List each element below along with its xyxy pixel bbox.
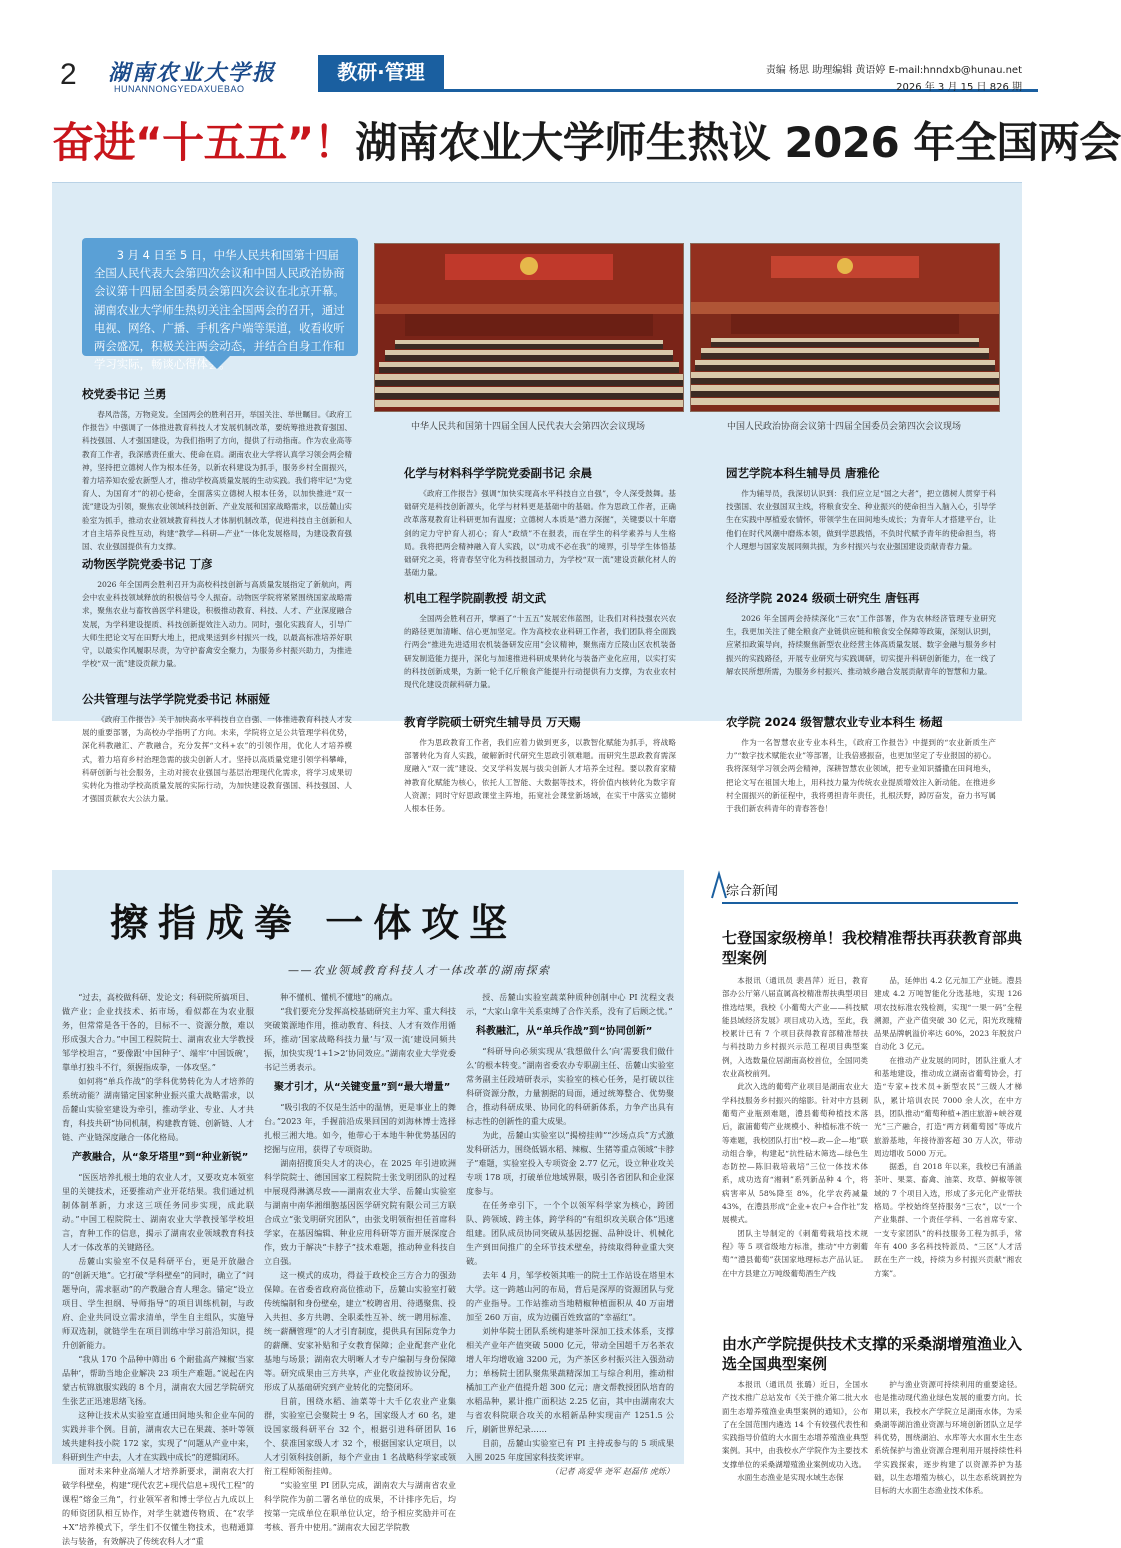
feature-paragraph: “实验室里 PI 团队完成，湖南农大与湖南省农业科学院作为前二署名单位的成果，不计排序先后，均按第一完成单位在职单位认定，给予相应奖励并可在考核、晋升中使用。”湖南农大园艺学院教 <box>264 1480 456 1532</box>
opinion-heading: 机电工程学院副教授 胡文武 <box>404 591 547 605</box>
news-paragraph: 本报讯（通讯员 裴昌萍）近日，教育部办公厅第八届直属高校精准帮扶典型项目推选结果，我校《小葡萄大产业——科技赋能县域经济发展》项目成功入选，至此，我校累计已有 7 个项目获得教育部精准帮扶与科技助力乡村振兴示范工程项目典型案例，入选数量位居湖南高校首位，全国同类农业高校前列。 <box>722 976 868 1079</box>
feature-subheading: 科教融汇，从“单兵作战”到“协同创新” <box>476 1026 653 1037</box>
opinion-heading: 教育学院硕士研究生辅导员 万天赐 <box>404 715 581 729</box>
page-headline <box>52 112 1121 174</box>
photo-npc-session <box>374 243 684 412</box>
news-paragraph: 团队主导制定的《刺葡萄栽培技术规程》等 5 项省级地方标准，推动“中方刺葡萄”“澧县葡萄”获国家地理标志产品认证。在中方县建立万吨级葡萄酒生产线 <box>722 1228 868 1278</box>
news-headline-1: 七登国家级榜单！我校精准帮扶再获教育部典型案例 <box>722 929 1023 967</box>
opinion-body: 《政府工作报告》强调“加快实现高水平科技自立自强”，令人深受鼓舞。基础研究是科技创新源头，化学与材料更是基础中的基础。作为思政工作者，正确改革落观教育让科研更加有温度；立德树人本质是“潜力深掘”，关键要以十年磨剑的定力守护育人初心；育人“政绩”不在报表，而在学生的科学素养与人生格局。我将把两会精神融入育人实践，以“功成不必在我”的境界，引导学生体悟基础研究之美，将青春坚守化为科技报国动力，为学校“双一流”建设贡献化材人的基础力量。 <box>404 489 676 578</box>
feature-paragraph: 种不懂机、懂机不懂地”的痛点。 <box>280 992 398 1002</box>
page-number: 2 <box>60 58 77 91</box>
feature-paragraph: 目前，围绕水稻、油菜等十大千亿农业产业集群，实验室已会聚院士 9 名，国家级人才 60 名，建设国家级科研平台 32 个，根据引进科研团队 16 个、获准国家级人才 32 个，根据国家认定项目，以人才引领科技创新，每个产业由 1 名战略科学家或领衔工程师领衔挂帅。 <box>264 1396 456 1476</box>
opinion-heading: 园艺学院本科生辅导员 唐雅伦 <box>726 466 880 480</box>
editor-credits: 责编 杨思 助理编辑 黄语婷 E-mail:hnndxb@hunau.net <box>765 65 1022 76</box>
feature-paragraph: 在任务牵引下，一个个以领军科学家为核心，跨团队、跨领域、跨主体，跨学科的“有组织攻关联合体”迅速组建。团队成员协同突破从基因挖掘、品种设计、机械化生产到田间推广的全环节技术壁垒，持续取得种业重大突破。 <box>466 1200 674 1266</box>
photo-cppcc-session <box>690 243 1000 412</box>
news-headline-2: 由水产学院提供技术支撑的采桑湖增殖渔业入选全国典型案例 <box>722 1335 1023 1373</box>
news-paragraph: 品，延伸出 4.2 亿元加工产业链。澧县建成 4.2 万吨智能化分选基地，实现 126 项农技标准农残检测，实现“一果一码”全程溯源，产业产值突破 30 亿元，阳光玫瑰精品果品牌帆溢价率达 60%，2023 年脱贫户自动化 3 亿元。 <box>874 976 1022 1052</box>
news-1-column-2 <box>874 974 1022 1310</box>
opinion-body: 《政府工作报告》关于加快高水平科技自立自强、一体推进教育科技人才发展的重要部署，为高校办学指明了方向。未来，学院将立足公共管理学科优势，深化科教融汇、产教融合，充分发挥“文科+农”的引领作用，优化人才培养模式，着力培育乡村治理急需的拔尖创新人才。坚持以高质量党建引领学科攀峰，科研创新与社会服务，主动对接农业强国与基层治理现代化需求，将学习成果切实转化为推动学校高质量发展的实际行动，为加快建设教育强国、科技强国、人才强国贡献农大公法力量。 <box>82 715 352 804</box>
opinion-body: 全国两会胜利召开，擘画了“十五五”发展宏伟蓝图，让我们对科技强农兴农的路径更加清晰、信心更加坚定。作为高校农业科研工作者，我们团队将全面践行两会“推进先进适用农机装备研发应用”会议精神，聚焦南方丘陵山区农机装备研发制造能力提升，深化与加速推进科研成果转化与装备产业化应用，以实打实的科技创新成果，为新一轮千亿斤粮食产能提升行动提供有力支撑，为农业农村现代化建设贡献科研力量。 <box>404 614 676 690</box>
opinion-body: 作为思政教育工作者，我们应着力做到更多，以教智化赋能为抓手，将战略部署转化为育人实践，破解新时代研究生思政引领难题。而研究生思政教育需深度融入“双一流”建设、交叉学科发展与拔尖创新人才培养全过程。要以教育家精神教育化赋能为核心，依托人工智能、大数据等技术，将价值内核转化为数字育人资源；同时守好思政课堂主阵地，拓宽社会课堂新场域，在实干中落实立德树人根本任务。 <box>404 738 676 814</box>
news-paragraph: 护与渔业资源可持续利用的重要途径。也是推动现代渔业绿色发展的重要方向。长期以来，我校水产学院立足湖南水体，为采桑湖等湖泊渔业资源与环境创新团队立足学科优势，围绕湖泊、水库等大水面水生生态系统保护与渔业资源合理利用开展持续性科学实践探索，逐步构建了以资源养护为基础，以生态增殖为核心，以生态系统调控为目标的大水面生态渔业技术体系。 <box>874 1380 1022 1496</box>
feature-paragraph: 这种让技术从实验室直通田间地头和企业车间的实践并非个例。目前，湖南农大已在果蔬、茶叶等领域共建科技小院 172 家，实现了“问题从产业中来，科研到生产中去，人才在实践中成长”的逻辑闭环。 <box>62 1410 254 1462</box>
feature-paragraph: 去年 4 月，邹学校领其唯一的院士工作站设在塔里木大学。这一跨越山河的布局，背后是深厚的资源团队与党的产业指导。工作站推动当地精椒种植面积从 40 万亩增加至 260 万亩，成为边疆百姓致富的“幸福红”。 <box>466 1270 674 1322</box>
feature-paragraph: 刘仲华院士团队系统构建茶叶深加工技术体系，支撑相关产业年产值突破 5000 亿元，带动全国超千万名茶农增人年均增收逾 3200 元，为产茶区乡村振兴注入强劲动力；单杨院士团队聚焦果蔬精深加工与综合利用，推动柑橘加工产业产值提升超 300 亿元；唐文帮教授团队培育的水稻品种，累计推广面积达 2.25 亿亩，其中由湖南农大与省农科院联合攻关的水稻新品种实现亩产 1251.5 公斤，刷新世界纪录…… <box>466 1326 674 1434</box>
feature-paragraph: 为此，岳麓山实验室以“揭榜挂帅”“沙场点兵”方式激发科研活力，围绕低镉水稻、辣椒、生猪等重点领域“卡脖子”难题，实验室投入专项资金 2.77 亿元，设立种业攻关专项 178 项，打破单位地域界限，吸引各省团队和企业深度参与。 <box>466 1130 674 1196</box>
feature-paragraph: “吸引我的不仅是生活中的温情，更是事业上的舞台。”2023 年，手握前沿成果回国的刘海林博士选择扎根三湘大地。如今，他带心于本地牛种优势基因的挖掘与应用，获得了专项资助。 <box>264 1102 456 1154</box>
opinion-heading: 动物医学院党委书记 丁彦 <box>82 557 213 571</box>
opinion-block <box>726 590 996 678</box>
feature-column-1 <box>62 990 254 1546</box>
news-section-rule <box>722 902 1018 904</box>
issue-date: 2026 年 3 月 15 日 826 期 <box>896 82 1022 93</box>
feature-paragraph: “科研导向必须实现从‘我想做什么’向‘需要我们做什么’的根本转变。”湖南省委农办专职副主任、岳麓山实验室常务副主任段靖研表示，实验室的核心任务，是打破以往科研资源分散，力量割据的局面，通过统筹整合、优势聚合，推动科研成果、协同化的科研新体系，力争产出具有标志性的创新性的重大成果。 <box>466 1046 674 1126</box>
headline-part1: 奋进“十五五”！ <box>52 118 356 167</box>
feature-subtitle: ——农业领域教育科技人才一体改革的湖南探索 <box>288 964 551 977</box>
feature-paragraph: 如何将“单兵作战”的学科优势转化为人才培养的系统动能？湖南锚定国家种业振兴重大战略需求，以岳麓山实验室建设为牵引，推动学业、专业、人才共育，科技共研“协同机制，构建教育链、创新链、人才链、产业链深度融合一体化格局。 <box>62 1076 254 1142</box>
opinion-block <box>726 465 996 553</box>
opinion-block <box>726 714 996 815</box>
opinion-heading: 化学与材料科学学院党委副书记 余晨 <box>404 466 593 480</box>
photo-caption-cppcc: 中国人民政治协商会议第十四届全国委员会第四次会议现场 <box>726 422 961 432</box>
feature-paragraph: 岳麓山实验室不仅是科研平台，更是开放融合的“创新天地”。它打破“学科壁垒”的同时，确立了“问题导向，需求驱动”的产教融合育人理念。锚定“设立项目、学生担纲、导师指导”的项目训练机制，与政府、企业共同设立需求清单，学生自主组队，实施导师双选制，就链学生在项目训练中学习前沿知识，提升创新能力。 <box>62 1256 254 1350</box>
photo-caption-npc: 中华人民共和国第十四届全国人民代表大会第四次会议现场 <box>410 422 645 432</box>
intro-box: 3 月 4 日至 5 日，中华人民共和国第十四届全国人民代表大会第四次会议和中国人民政治协商会议第十四届全国委员会第四次会议在北京开幕。湖南农业大学师生热切关注全国两会的召开，通过电视、网络、广播、手机客户端等渠道，收看收听两会盛况，积极关注两会动态，并结合自身工作和学习实际，畅谈心得体会。 <box>82 238 358 356</box>
paper-logo: 湖南农业大学报 <box>108 60 277 86</box>
news-section-label: 综合新闻 <box>726 884 779 899</box>
feature-paragraph: 面对未来种业高端人才培养新要求，湖南农大打破学科壁垒，构建“现代农艺+现代信息+现代工程”的课程“熔金三角”，行业领军者和博士学位占九成以上的师资团队相互协作，对学生就遗传物质、在“农学+X”培养模式下，学生们不仅懂生物技术，也精通算法与装备，有效解决了传统农科人才“重 <box>62 1466 254 1546</box>
opinion-block <box>404 590 676 691</box>
opinion-heading: 校党委书记 兰勇 <box>82 387 167 401</box>
news-1-column-1 <box>722 974 868 1310</box>
opinion-block <box>404 465 676 579</box>
news-2-column-2 <box>874 1378 1022 1496</box>
intro-box-pointer <box>203 355 231 369</box>
feature-paragraph: “医医培养扎根土地的农业人才，又要攻克本领室里的关键技术，还要推动产业开花结果。我们通过机制体制革新，力求这三项任务同步实现，成此联动。”中国工程院院士、湖南农业大学教授邹学校坦言，育种工作的信息，揭示了湖南农业领域教育科技人才一体改革的关键路径。 <box>62 1172 254 1252</box>
feature-paragraph: “我从 170 个品种中筛出 6 个耐盐高产辣椒‘当家品种’，帮助当地企业解决 23 项生产难题。”说起在内蒙古杭锦旗服实践的 8 个月，湖南农大园艺学院研究生张艺正迅速思绪飞扬。 <box>62 1354 254 1406</box>
opinion-block <box>404 714 676 815</box>
opinion-body: 2026 年全国两会持续深化“三农”工作部署，作为农林经济管理专业研究生，我更加关注了健全粮食产业链供应链和粮食安全保障等政策，深刻认识到，应紧扣政策导向，持续聚焦新型农业经营主体高质量发展、数字金融与服务乡村振兴的实践路径，开展专业研究与实践调研，切实提升科研创新能力，在一线了解农民所想所需，为服务乡村振兴、推动城乡融合发展贡献青年的智慧和力量。 <box>726 614 996 676</box>
feature-paragraph: 目前，岳麓山实验室已有 PI 主持或参与的 5 项成果入围 2025 年度国家科技奖评审。 <box>466 1438 674 1462</box>
opinion-body: 作为一名智慧农业专业本科生，《政府工作报告》中提到的“农业新质生产力”“数字技术赋能农业”等部署，让我倍感振奋，也更加坚定了专业报国的初心。我将深刻学习领会两会精神，深耕智慧农业领域，把专业知识播撒在田间地头，把论文写在祖国大地上，用科技力量为传统农业提质增效注入新动能。在推进乡村全面振兴的新征程中，我将勇担青年责任，扎根沃野，踔厉奋发，奋力书写属于我们新农科青年的青春答卷！ <box>726 738 996 814</box>
feature-subheading: 产教融合，从“象牙塔里”到“种业新锐” <box>72 1152 249 1163</box>
opinion-heading: 农学院 2024 级智慧农业专业本科生 杨超 <box>726 715 943 729</box>
news-paragraph: 据悉，自 2018 年以来，我校已有涵盖茶叶、果菜、畜禽、油菜、玫草、鲜椒等领域的 7 个项目入选，形成了多元化产业帮扶格局。学校始终坚持服务“三农”，以“一个产业集群、一个责任学科、一名首席专家、一支专家团队”的科技服务工程为抓手，常年有 400 多名科技特派员、“三区”人才活跃在生产一线，持续为乡村振兴贡献“湘农方案”。 <box>874 1162 1022 1278</box>
opinion-heading: 经济学院 2024 级硕士研究生 唐钰再 <box>726 591 920 605</box>
feature-byline: （记者 高爱华 尧军 赵磊伟 虎烁） <box>550 1466 674 1476</box>
feature-column-2 <box>264 990 456 1532</box>
feature-paragraph: 湖南招揽顶尖人才的决心，在 2025 年引进欧洲科学院院士、德国国家工程院院士张戈明团队的过程中展现得淋漓尽致——湖南农业大学、岳麓山实验室与湖南中南华湘细胞基因医学研究院有限公司三方联合成立“张戈明研究团队”，由张戈明领衔担任首席科学家，在基因编辑、种业应用科研等方面开展深度合作，致力于解决“卡脖子”技术难题，推动种业科技自立自强。 <box>264 1158 456 1266</box>
opinion-block <box>82 691 352 805</box>
feature-paragraph: “过去，高校做科研、发论文；科研院所搞项目、做产业；企业找技术、拓市场，看似都在为农业服务，但常常是各干各的，目标不一、资源分散，难以形成强大合力。”中国工程院院士、湖南农业大学教授邹学校坦言，“要像跟‘中国种子’、端牢‘中国饭碗’，靠单打独斗不行，须握指成拳，一体攻坚。” <box>62 992 254 1072</box>
opinion-heading: 公共管理与法学学院党委书记 林丽娅 <box>82 692 271 706</box>
section-label: 教研·管理 <box>318 55 444 89</box>
news-paragraph: 水面生态渔业是实现水域生态保 <box>737 1473 844 1483</box>
news-paragraph: 本报讯（通讯员 张璐）近日，全国水产技术推广总站发布《关于推介第二批大水面生态增养殖渔业典型案例的通知》，公布了在全国范围内遴选 14 个有较强代表性和实践指导价值的大水面生态增养殖渔业典型案例。其中，由我校水产学院作为主要技术支撑单位的采桑湖增殖渔业案例成功入选。 <box>722 1380 868 1469</box>
news-paragraph: 此次入选的葡萄产业项目是湖南农业大学科技服务乡村振兴的缩影。针对中方县刺葡萄产业瓶颈难题，澧县葡萄种植技术落后，溆浦葡萄产业规模小、种植标准不统一等难题，我校团队打出“校—政—企—地”联动组合拳，构建起“抗性砧木筛选—绿色生态防控—陈旧栽培栽培”三位一体技术体系，成功选育“湘刺”系列新品种 4 个，将病害率从 58%降至 8%，化学农药减量 43%，在澧县形成“企业+农户+合作社”发展模式。 <box>722 1082 868 1225</box>
news-2-column-1 <box>722 1378 868 1483</box>
opinion-block <box>82 386 352 553</box>
feature-paragraph: “我们要充分发挥高校基础研究主力军、重大科技突破策源地作用，推动教育、科技、人才有效作用循环，推动‘国家战略科技力量’与‘双一流’建设同频共振，加快实现‘1+1>2’协同效应。”湖南农业大学党委书记兰勇表示。 <box>264 1006 456 1072</box>
paper-pinyin: HUNANNONGYEDAXUEBAO <box>114 84 245 94</box>
opinion-body: 作为辅导员，我深切认识到：我们应立足“国之大者”，把立德树人贯穿于科技强国、农业强国双主线，将粮食安全、种业振兴的使命担当入脑入心，引导学生在实践中厚植爱农情怀，带领学生在田间地头成长；为青年人才搭建平台，让他们在时代风潮中磨炼本领，做到学思践悟，不负时代赋予青年的使命担当，将个人理想与国家发展同频共振，为乡村振兴与农业强国建设贡献青春力量。 <box>726 489 996 551</box>
feature-column-3 <box>466 990 674 1476</box>
feature-paragraph: 授、岳麓山实验室蔬菜种质种创制中心 PI 沈程文表示，“大家山拿牛关系束缚了合作关系，没有了后顾之忧。” <box>466 992 674 1016</box>
opinion-body: 2026 年全国两会胜利召开为高校科技创新与高质量发展指定了新航向，两会中农业科技领域释放的积极信号令人振奋。动物医学院将紧紧围绕国家战略需求，聚焦农业与畜牧兽医学科建设，积极推动教育、科技、人才、产业深度融合发展，为学科建设提质、科技创新提效注入动力。同时，强化实践育人，引导广大师生把论文写在田野大地上，把成果送到乡村振兴一线，以最高标准培养好职守，以最实作风履职尽责，为守护畜禽安全聚力，为服务乡村振兴助力，为推进学校“双一流”建设贡献力量。 <box>82 580 352 669</box>
headline-part2: 湖南农业大学师生热议 2026 年全国两会 <box>355 118 1121 167</box>
feature-subheading: 聚才引才，从“关键变量”到“最大增量” <box>274 1082 451 1093</box>
feature-title: 擦指成拳 一体攻坚 <box>110 900 518 945</box>
opinion-body: 春风浩荡，万物竞发。全国两会的胜利召开，举国关注、举世瞩目。《政府工作报告》中强调了一体推进教育科技人才发展机制改革，要统筹推进教育强国、科技强国、人才强国建设，为我们指明了方向，提供了行动指南。作为农业高等教育工作者，我深感责任重大、使命在肩。湖南农业大学将认真学习领会两会精神，坚持把立德树人作为根本任务，以新农科建设为抓手，服务乡村全面振兴，着力培养知农爱农新型人才，推动学校高质量发展的生动实践。我们将牢记“为党育人、为国育才”的初心使命，全面落实立德树人根本任务，以加快推进“双一流”建设为引领，聚焦农业领域科技创新、产业发展和国家战略需求，以岳麓山实验室为抓手，推动农业领域教育科技人才体制机制改革，促进科技自主创新和人才自主培养良性互动，构建“教学—科研—产业”一体化发展格局，为建设教育强国、农业强国提供有力支撑。 <box>82 410 352 552</box>
opinion-block <box>82 556 352 670</box>
feature-paragraph: 这一模式的成功，得益于政校企三方合力的强劲保障。在省委省政府高位推动下，岳麓山实验室打破传统编制和身份壁垒，建立“校聘省用、待遇聚焦、投入共担、多方共聘、全职柔性互补、统一聘用标准、统一薪酬管理”的人才引育制度，提供具有国际竞争力的薪酬、安家补贴和子女教育保障；企业配套产业化基地与场景；湖南农大明晰人才专户编制与身份保障等。研究成果由三方共享，产业化收益按协议分配，形成了从基础研究到产业转化的完整闭环。 <box>264 1270 456 1392</box>
news-paragraph: 在推动产业发展的同时，团队注重人才和基地建设，推动成立湖南省葡萄协会，打造“专家+技术员+新型农民”三级人才梯队，累计培训农民 7000 余人次，在中方县，团队推动“葡萄种植+酒庄旅游+峡谷观光”三产融合，打造“两方刺葡萄园”等成片旅游基地，年接待游客超 30 万人次，带动周边增收 5000 万元。 <box>874 1055 1022 1158</box>
